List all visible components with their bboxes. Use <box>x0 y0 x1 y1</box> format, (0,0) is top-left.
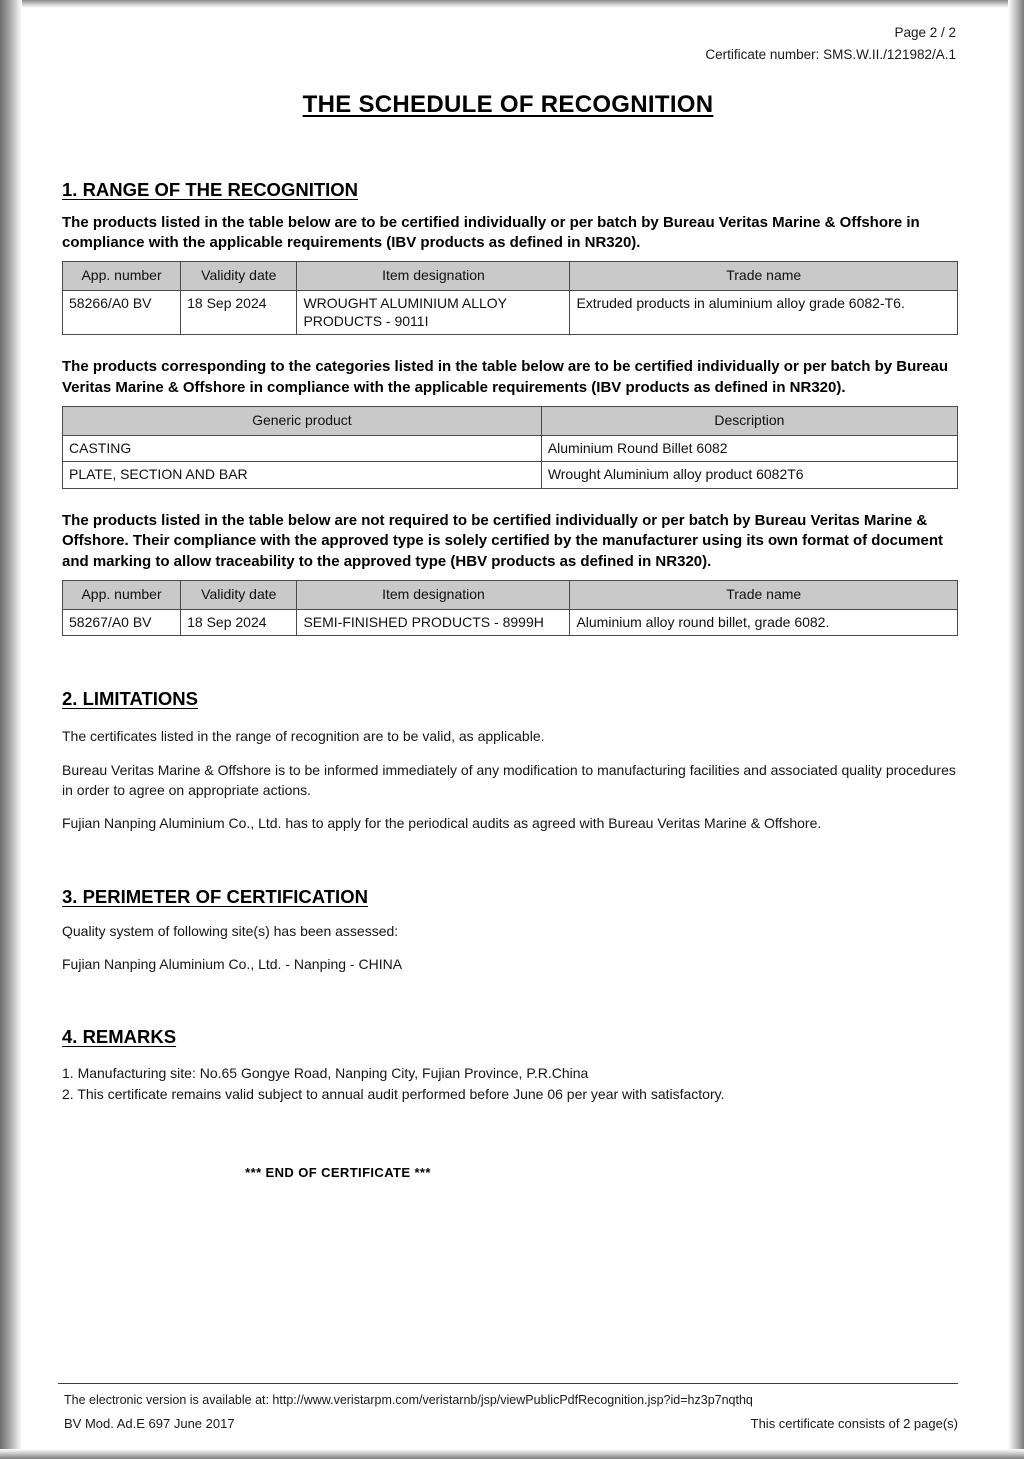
column-header-validity-date: Validity date <box>181 261 297 290</box>
table-row <box>63 290 958 335</box>
cell-description: Aluminium Round Billet 6082 <box>541 435 957 462</box>
cell-app-number: 58266/A0 BV <box>63 290 181 335</box>
column-header-generic-product: Generic product <box>63 406 542 435</box>
section-limitations <box>58 688 958 833</box>
column-header-trade-name: Trade name <box>570 580 958 609</box>
products-table-generic <box>62 406 958 490</box>
products-table-ibv-1 <box>62 261 958 336</box>
cell-trade-name: Extruded products in aluminium alloy grade 6082-T6. <box>570 290 958 335</box>
section-heading-range: 1. RANGE OF THE RECOGNITION <box>62 178 359 200</box>
page-title: THE SCHEDULE OF RECOGNITION <box>302 90 714 118</box>
table-row <box>63 435 958 462</box>
certificate-number-label: Certificate number: SMS.W.II./121982/A.1 <box>705 47 956 63</box>
cell-app-number: 58267/A0 BV <box>63 609 181 636</box>
cell-validity-date: 18 Sep 2024 <box>181 290 297 335</box>
section-heading-perimeter: 3. PERIMETER OF CERTIFICATION <box>62 885 368 907</box>
electronic-version-link[interactable]: The electronic version is available at: http://www.veristarpm.com/veristarnb/jsp/viewPublicPdfRecognition.jsp?id=hz3p7nqthq <box>64 1393 753 1407</box>
cell-item-designation: WROUGHT ALUMINIUM ALLOY PRODUCTS - 9011I <box>297 290 570 335</box>
scan-edge-bottom <box>0 1449 1024 1459</box>
column-header-item-designation: Item designation <box>297 261 570 290</box>
column-header-validity-date: Validity date <box>181 580 297 609</box>
table-header-row <box>63 261 958 290</box>
page-count-note: This certificate consists of 2 page(s) <box>750 1416 958 1431</box>
remark-item: 2. This certificate remains valid subject to annual audit performed before June 06 per year with satisfactory. <box>62 1085 725 1102</box>
perimeter-paragraph-2: Fujian Nanping Aluminium Co., Ltd. - Nanping - CHINA <box>62 955 403 972</box>
section-perimeter-of-certification <box>58 886 958 975</box>
column-header-app-number: App. number <box>63 261 181 290</box>
table-row <box>63 462 958 489</box>
limitations-paragraph-2: Bureau Veritas Marine & Offshore is to be informed immediately of any modification to manufacturing facilities and associated quality procedures in order to agree on appropriate actions. <box>62 761 956 799</box>
end-of-certificate-label: *** END OF CERTIFICATE *** <box>245 1164 431 1180</box>
limitations-paragraph-1: The certificates listed in the range of recognition are to be valid, as applicable. <box>62 728 545 745</box>
section-remarks <box>58 1026 958 1104</box>
cell-generic-product: CASTING <box>63 435 542 462</box>
page-number-label: Page 2 / 2 <box>894 25 956 40</box>
products-table-hbv <box>62 580 958 637</box>
table-header-row <box>63 406 958 435</box>
column-header-app-number: App. number <box>63 580 181 609</box>
column-header-trade-name: Trade name <box>570 261 958 290</box>
section-heading-limitations: 2. LIMITATIONS <box>62 688 199 710</box>
cell-item-designation: SEMI-FINISHED PRODUCTS - 8999H <box>297 609 570 636</box>
document-header <box>58 22 958 67</box>
remark-item: 1. Manufacturing site: No.65 Gongye Road, Nanping City, Fujian Province, P.R.China <box>62 1065 589 1082</box>
range-intro-paragraph-1: The products listed in the table below are to be certified individually or per batch by Bureau Veritas Marine & Offshore in compliance with the applicable requirements (IBV products as defined in NR320). <box>62 213 920 251</box>
cell-validity-date: 18 Sep 2024 <box>181 609 297 636</box>
section-range-of-recognition <box>58 179 958 637</box>
table-header-row <box>63 580 958 609</box>
footer-meta-row <box>58 1416 958 1431</box>
cell-description: Wrought Aluminium alloy product 6082T6 <box>541 462 957 489</box>
cell-generic-product: PLATE, SECTION AND BAR <box>63 462 542 489</box>
footer-divider <box>58 1383 958 1384</box>
limitations-paragraph-3: Fujian Nanping Aluminium Co., Ltd. has to apply for the periodical audits as agreed with Bureau Veritas Marine & Offshore. <box>62 815 822 832</box>
range-intro-paragraph-2: The products corresponding to the categories listed in the table below are to be certified individually or per batch by Bureau Veritas Marine & Offshore in compliance with the applicable requirements (IBV products as defined in NR320). <box>62 358 948 396</box>
section-heading-remarks: 4. REMARKS <box>62 1026 177 1048</box>
table-row <box>63 609 958 636</box>
form-reference-label: BV Mod. Ad.E 697 June 2017 <box>64 1416 235 1431</box>
perimeter-paragraph-1: Quality system of following site(s) has been assessed: <box>62 922 399 939</box>
range-intro-paragraph-3: The products listed in the table below are not required to be certified individually or per batch by Bureau Veritas Marine & Offshore. Their compliance with the approved type is solely certified by the manufacturer using its own format of document and marking to allow traceability to the approved type (HBV products as defined in NR320). <box>62 512 943 570</box>
document-footer <box>58 1383 958 1431</box>
column-header-item-designation: Item designation <box>297 580 570 609</box>
remarks-list <box>62 1063 958 1104</box>
column-header-description: Description <box>541 406 957 435</box>
cell-trade-name: Aluminium alloy round billet, grade 6082. <box>570 609 958 636</box>
